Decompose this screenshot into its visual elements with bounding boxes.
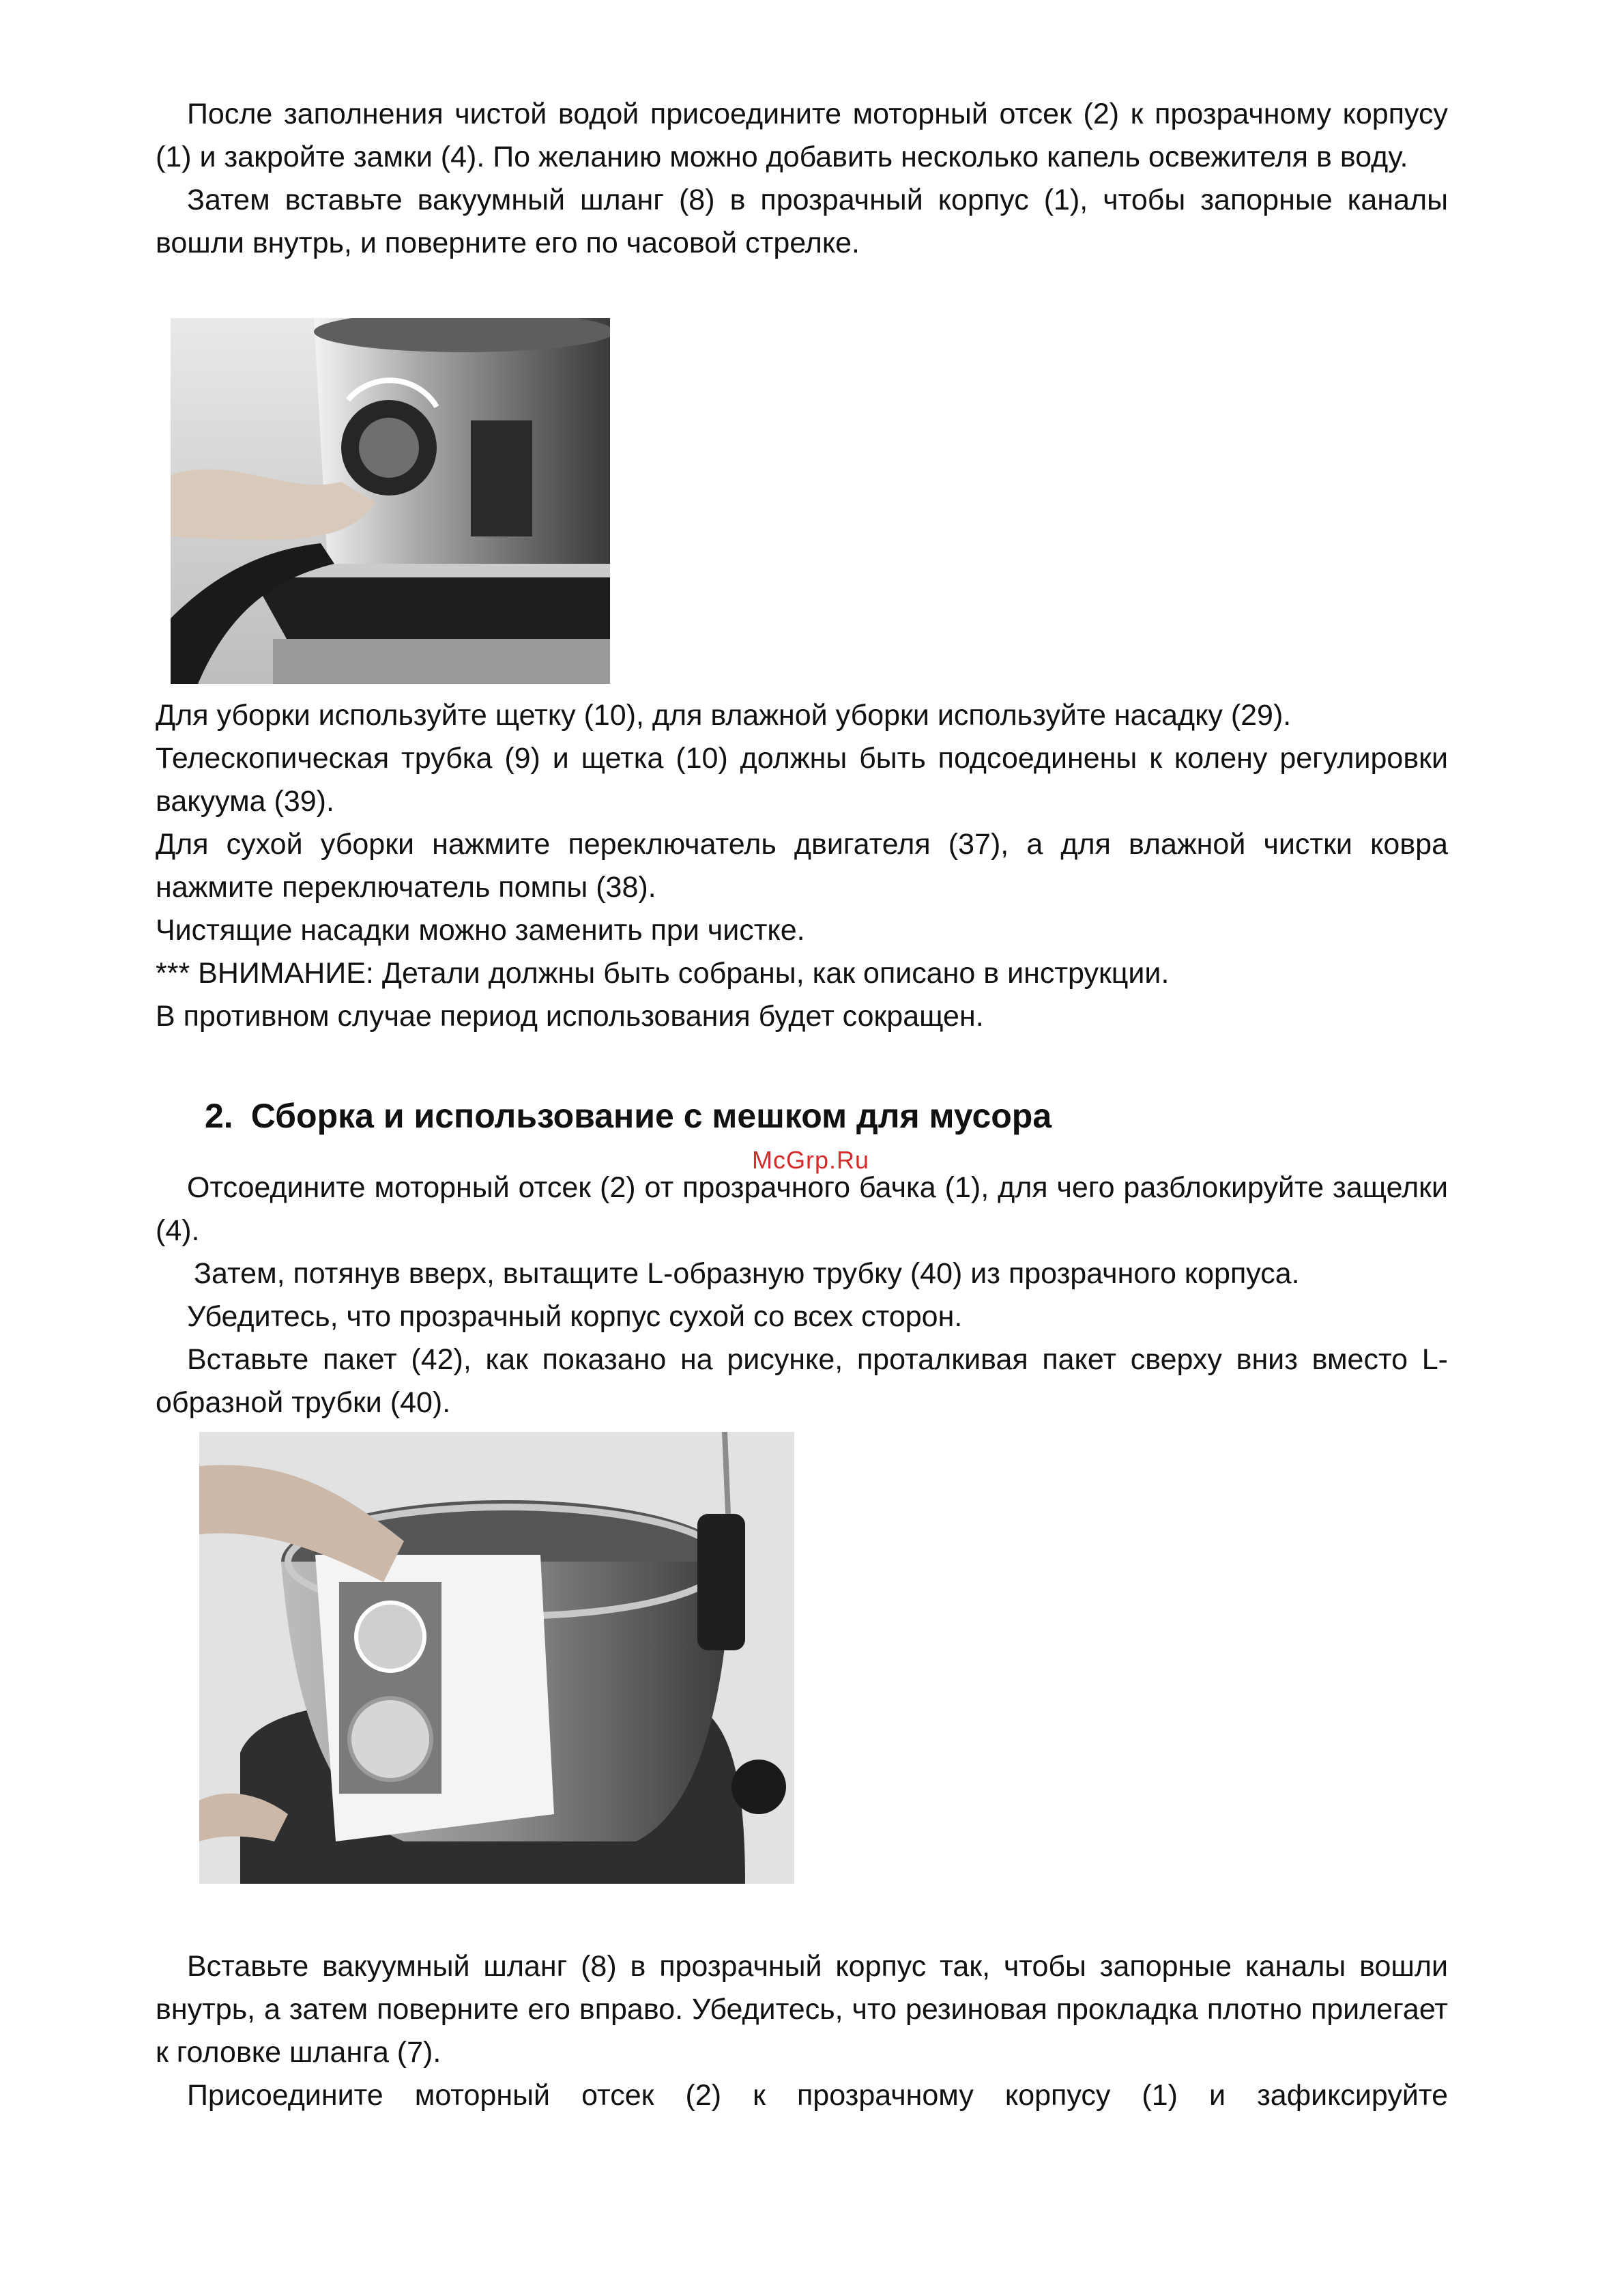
paragraph-warning: *** ВНИМАНИЕ: Детали должны быть собраны, как описано в инструкции. xyxy=(156,957,1170,990)
hose-and-motor-paragraphs xyxy=(156,1945,1448,2117)
section-title: Сборка и использование с мешком для мусора xyxy=(250,1097,1052,1135)
bag-insertion-illustration xyxy=(199,1432,794,1884)
paragraph-insert-hose: Затем вставьте вакуумный шланг (8) в прозрачный корпус (1), чтобы запорные каналы вошли внутрь, и поверните его по часовой стрелке. xyxy=(156,184,1448,259)
paragraph-telescopic-tube: Телескопическая трубка (9) и щетка (10) должны быть подсоединены к колену регулировки вакуума (39). xyxy=(156,742,1448,818)
paragraph-detach-motor: Отсоедините моторный отсек (2) от прозрачного бачка (1), для чего разблокируйте защелки (4). xyxy=(156,1171,1448,1247)
paragraph-lifetime: В противном случае период использования будет сокращен. xyxy=(156,1000,984,1033)
paragraph-check-dry: Убедитесь, что прозрачный корпус сухой со всех сторон. xyxy=(187,1300,963,1333)
paragraph-brush-usage: Для уборки используйте щетку (10), для влажной уборки используйте насадку (29). xyxy=(156,699,1292,732)
paragraph-remove-l-tube: Затем, потянув вверх, вытащите L-образную трубку (40) из прозрачного корпуса. xyxy=(194,1257,1300,1290)
photo-bag-insertion xyxy=(199,1432,794,1884)
hose-insertion-illustration xyxy=(171,318,610,684)
photo-hose-insertion xyxy=(171,318,610,684)
watermark: McGrp.Ru xyxy=(752,1146,870,1174)
paragraph-insert-bag: Вставьте пакет (42), как показано на рисунке, проталкивая пакет сверху вниз вместо L-образной трубки (40). xyxy=(156,1343,1448,1419)
paragraph-switches: Для сухой уборки нажмите переключатель двигателя (37), а для влажной чистки ковра нажмите переключатель помпы (38). xyxy=(156,828,1448,904)
bag-assembly-paragraphs xyxy=(156,1166,1448,1424)
usage-paragraphs xyxy=(156,694,1448,1038)
intro-paragraphs xyxy=(156,93,1448,265)
section-number: 2. xyxy=(205,1097,233,1135)
paragraph-fill-and-attach: После заполнения чистой водой присоедините моторный отсек (2) к прозрачному корпусу (1) и закройте замки (4). По желанию можно добавить несколько капель освежителя в воду. xyxy=(156,98,1448,173)
paragraph-insert-hose-right: Вставьте вакуумный шланг (8) в прозрачный корпус так, чтобы запорные каналы вошли внутрь, а затем поверните его вправо. Убедитесь, что резиновая прокладка плотно прилегает к головке шланга (7). xyxy=(156,1950,1448,2069)
section-heading xyxy=(205,1092,1052,1140)
paragraph-attach-motor: Присоедините моторный отсек (2) к прозрачному корпусу (1) и зафиксируйте xyxy=(187,2079,1448,2112)
paragraph-nozzles: Чистящие насадки можно заменить при чистке. xyxy=(156,914,805,947)
